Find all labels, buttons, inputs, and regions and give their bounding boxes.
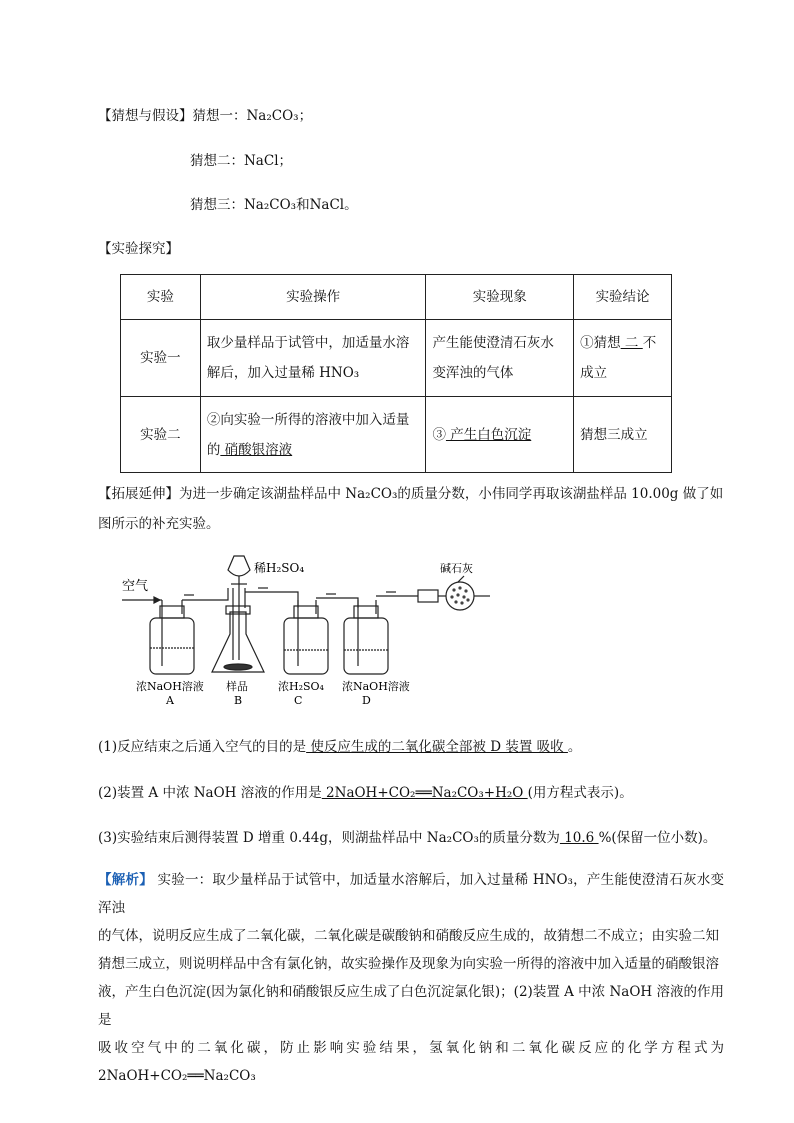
conclusion-cell: 猜想三成立 bbox=[574, 397, 672, 473]
extension-line-1 bbox=[98, 482, 723, 502]
text: (3)实验结束后测得装置 D 增重 0.44g，则湖盐样品中 Na₂CO₃的质量分数为 bbox=[98, 830, 560, 846]
arrow-head bbox=[154, 597, 160, 603]
flask-b bbox=[212, 612, 264, 672]
label-soda-lime: 碱石灰 bbox=[440, 562, 473, 575]
text: (用方程式表示)。 bbox=[527, 785, 633, 801]
question-3 bbox=[98, 826, 716, 846]
label-b: 样品 bbox=[226, 680, 248, 693]
header-cell: 实验现象 bbox=[426, 275, 574, 320]
analysis-line bbox=[98, 866, 724, 922]
text: 实验一：取少量样品于试管中，加适量水溶解后，加入过量稀 HNO₃，产生能使澄清石灰水变浑浊 bbox=[98, 872, 725, 916]
label-acid: 稀H₂SO₄ bbox=[254, 561, 305, 575]
phenomenon-cell bbox=[426, 397, 574, 473]
text: 不 bbox=[642, 335, 657, 351]
letter-b: B bbox=[234, 694, 243, 707]
answer-blank: 2NaOH+CO₂══Na₂CO₃+H₂O bbox=[321, 785, 528, 801]
label-c: 浓H₂SO₄ bbox=[278, 680, 324, 693]
analysis-tag: 【解析】 bbox=[98, 872, 153, 888]
sample-b bbox=[224, 664, 252, 670]
extension-line-2: 图所示的补充实验。 bbox=[98, 516, 220, 532]
answer-blank: 硝酸银溶液 bbox=[220, 441, 293, 458]
explore-heading: 【实验探究】 bbox=[98, 241, 179, 257]
hypothesis-1: 猜想一：Na₂CO₃； bbox=[192, 108, 313, 124]
text: ①猜想 bbox=[580, 335, 621, 351]
table-row bbox=[121, 320, 672, 397]
row-name: 实验二 bbox=[121, 397, 201, 473]
operation-cell bbox=[200, 397, 426, 473]
text: (2)装置 A 中浓 NaOH 溶液的作用是 bbox=[98, 785, 322, 801]
hypothesis-heading: 【猜想与假设】 bbox=[98, 108, 193, 124]
hypothesis-line-1 bbox=[98, 104, 312, 124]
bottle-a bbox=[150, 618, 194, 674]
analysis-block bbox=[98, 866, 724, 1090]
letter-c: C bbox=[294, 694, 303, 707]
table-header-row bbox=[121, 275, 672, 320]
bottle-c bbox=[284, 618, 328, 674]
label-d: 浓NaOH溶液 bbox=[342, 680, 410, 693]
drying-tube bbox=[418, 590, 438, 602]
phenomenon-cell bbox=[426, 320, 574, 397]
question-1 bbox=[98, 735, 581, 755]
analysis-line: 猜想三成立，则说明样品中含有氯化钠，故实验操作及现象为向实验一所得的溶液中加入适量的硝酸银溶 bbox=[98, 956, 719, 972]
table-row bbox=[121, 397, 672, 473]
cell-line: 成立 bbox=[580, 365, 608, 381]
text: 。 bbox=[567, 739, 582, 755]
text: 的 bbox=[206, 441, 221, 458]
soda-lime-bulb bbox=[446, 582, 474, 610]
cell-line: 取少量样品于试管中，加适量水溶 bbox=[206, 335, 410, 351]
text: %(保留一位小数)。 bbox=[598, 830, 717, 846]
cell-line bbox=[207, 435, 420, 465]
cell-line: ②向实验一所得的溶液中加入适量 bbox=[206, 411, 410, 428]
hypothesis-3: 猜想三：Na₂CO₃和NaCl。 bbox=[190, 197, 358, 213]
header-cell: 实验操作 bbox=[200, 275, 426, 320]
analysis-line: 吸收空气中的二氧化碳，防止影响实验结果，氢氧化钠和二氧化碳反应的化学方程式为 2NaOH+CO₂══Na₂CO₃ bbox=[98, 1040, 724, 1084]
bottle-a-stopper bbox=[160, 606, 184, 618]
conclusion-cell bbox=[574, 320, 672, 397]
experiment-table bbox=[120, 274, 672, 473]
label-air: 空气 bbox=[122, 579, 149, 594]
letter-a: A bbox=[166, 694, 174, 707]
apparatus-diagram bbox=[118, 548, 498, 710]
label-a: 浓NaOH溶液 bbox=[136, 680, 204, 693]
analysis-line: 液，产生白色沉淀(因为氯化钠和硝酸银反应生成了白色沉淀氯化银)；(2)装置 A 中浓 NaOH 溶液的作用是 bbox=[98, 984, 724, 1028]
separatory-funnel bbox=[228, 556, 250, 576]
bottle-d bbox=[344, 618, 388, 674]
text: (1)反应结束之后通入空气的目的是 bbox=[98, 739, 307, 755]
answer-blank: 产生白色沉淀 bbox=[445, 426, 532, 443]
cell-line: 解后，加入过量稀 HNO₃ bbox=[206, 365, 360, 381]
extension-heading: 【拓展延伸】 bbox=[98, 486, 179, 502]
cell-line: 产生能使澄清石灰水 bbox=[432, 335, 554, 351]
cell-line bbox=[580, 328, 665, 358]
header-cell: 实验结论 bbox=[574, 275, 672, 320]
extension-text: 为进一步确定该湖盐样品中 Na₂CO₃的质量分数，小伟同学再取该湖盐样品 10.00g 做了如 bbox=[179, 486, 724, 502]
question-2 bbox=[98, 781, 633, 801]
analysis-line: 的气体，说明反应生成了二氧化碳，二氧化碳是碳酸钠和硝酸反应生成的，故猜想二不成立；由实验二知 bbox=[98, 928, 719, 944]
letter-d: D bbox=[362, 694, 371, 707]
header-cell: 实验 bbox=[121, 275, 201, 320]
text: ③ bbox=[432, 426, 446, 443]
answer-blank: 二 bbox=[620, 335, 643, 351]
row-name: 实验一 bbox=[121, 320, 201, 397]
answer-blank: 10.6 bbox=[559, 830, 599, 846]
cell-line: 变浑浊的气体 bbox=[432, 365, 514, 381]
answer-blank: 使反应生成的二氧化碳全部被 D 装置 吸收 bbox=[306, 739, 568, 755]
operation-cell bbox=[200, 320, 426, 397]
hypothesis-2: 猜想二：NaCl； bbox=[190, 153, 293, 169]
